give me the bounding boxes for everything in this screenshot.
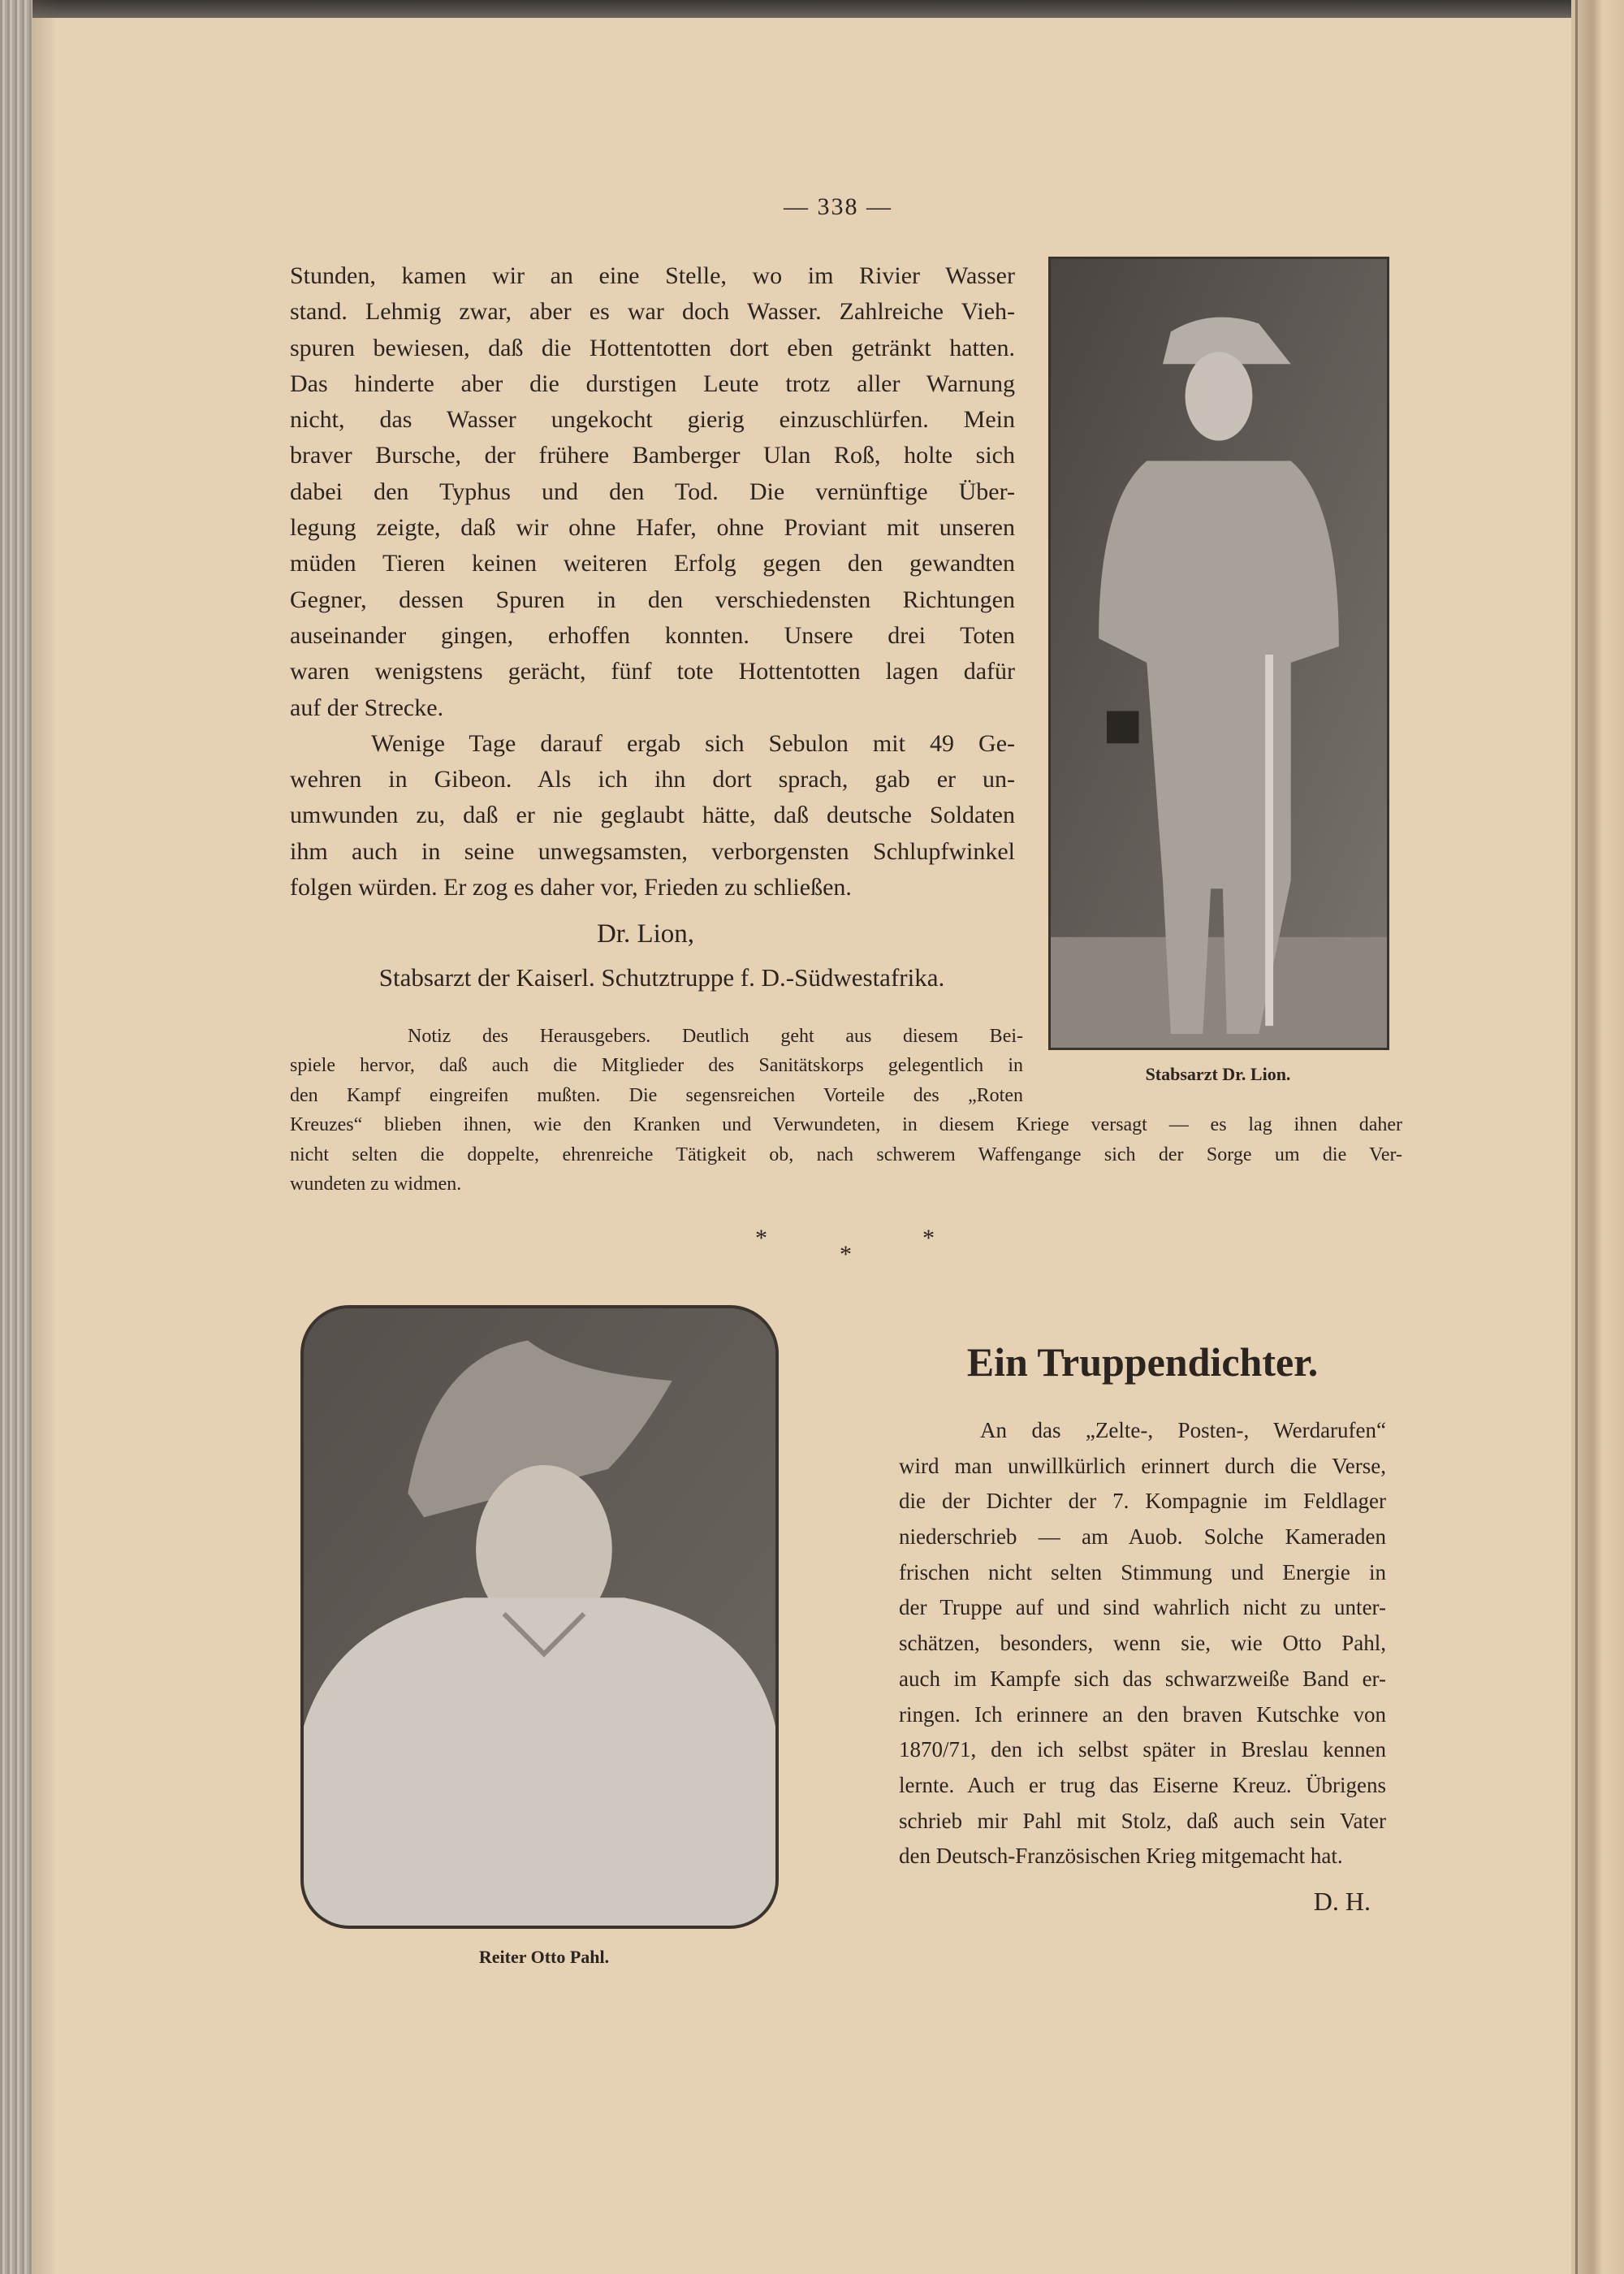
article-initials: D. H.	[1313, 1887, 1371, 1916]
page-stack-edge	[0, 0, 32, 2274]
text-line: legung zeigte, daß wir ohne Hafer, ohne Proviant mit unseren	[290, 514, 1015, 542]
text-line: auch im Kampfe sich das schwarzweiße Band er-	[899, 1666, 1386, 1691]
text-line: Kreuzes“ blieben ihnen, wie den Kranken und Verwundeten, in diesem Kriege versagt — es lag ihnen daher	[290, 1114, 1402, 1136]
text-line: wundeten zu widmen.	[290, 1173, 462, 1195]
text-line: auf der Strecke.	[290, 694, 444, 721]
separator-star: *	[922, 1225, 935, 1252]
text-line: Wenige Tage darauf ergab sich Sebulon mit 49 Ge-	[371, 729, 1015, 757]
separator-star: *	[840, 1241, 852, 1268]
article-text	[899, 1413, 1386, 1874]
text-line: lernte. Auch er trug das Eiserne Kreuz. Übrigens	[899, 1772, 1386, 1797]
left-column-text	[290, 258, 1015, 906]
text-line: nicht selten die doppelte, ehrenreiche Tätigkeit ob, nach schwerem Waffengange sich der Sorge um die Ver-	[290, 1143, 1402, 1165]
text-line: stand. Lehmig zwar, aber es war doch Wasser. Zahlreiche Vieh-	[290, 298, 1015, 326]
text-line: niederschrieb — am Auob. Solche Kameraden	[899, 1524, 1386, 1550]
text-line: wird man unwillkürlich erinnert durch die Verse,	[899, 1453, 1386, 1478]
page-number: — 338 —	[784, 193, 892, 220]
text-line: An das „Zelte-, Posten-, Werdarufen“	[980, 1418, 1386, 1442]
text-line: die der Dichter der 7. Kompagnie im Feldlager	[899, 1489, 1386, 1514]
text-line: Gegner, dessen Spuren in den verschiedensten Richtungen	[290, 586, 1015, 613]
text-line: Das hinderte aber die durstigen Leute trotz aller Warnung	[290, 370, 1015, 397]
text-line: den Kampf eingreifen mußten. Die segensreichen Vorteile des „Roten	[290, 1084, 1023, 1106]
text-line: waren wenigstens gerächt, fünf tote Hottentotten lagen dafür	[290, 658, 1015, 685]
text-line: dabei den Typhus und den Tod. Die vernünftige Über-	[290, 478, 1015, 505]
text-line: ringen. Ich erinnere an den braven Kutschke von	[899, 1701, 1386, 1727]
text-line: umwunden zu, daß er nie geglaubt hätte, daß deutsche Soldaten	[290, 802, 1015, 829]
article-heading: Ein Truppendichter.	[966, 1339, 1319, 1385]
text-line: spuren bewiesen, daß die Hottentotten dort eben getränkt hatten.	[290, 334, 1015, 361]
text-line: Stunden, kamen wir an eine Stelle, wo im Rivier Wasser	[290, 262, 1015, 289]
text-line: müden Tieren keinen weiteren Erfolg gegen den gewandten	[290, 550, 1015, 577]
scan-top-edge	[0, 0, 1624, 18]
text-line: Notiz des Herausgebers. Deutlich geht aus diesem Bei-	[408, 1026, 1023, 1047]
text-line: wehren in Gibeon. Als ich ihn dort sprach, gab er un-	[290, 766, 1015, 793]
book-gutter	[1571, 0, 1624, 2274]
text-line: auseinander gingen, erhoffen konnten. Unsere drei Toten	[290, 621, 1015, 649]
text-line: den Deutsch-Französischen Krieg mitgemacht hat.	[899, 1844, 1343, 1869]
gutter-line	[1575, 0, 1578, 2274]
photo-caption-pahl: Reiter Otto Pahl.	[478, 1947, 610, 1967]
portrait-standing-officer	[1051, 259, 1387, 1048]
portrait-soldier-hat	[304, 1308, 775, 1926]
text-line: nicht, das Wasser ungekocht gierig einzuschlürfen. Mein	[290, 406, 1015, 434]
signature-title: Stabsarzt der Kaiserl. Schutztruppe f. D.-Südwestafrika.	[378, 963, 945, 992]
page-shadow	[32, 0, 57, 2274]
text-line: spiele hervor, daß auch die Mitglieder des Sanitätskorps gelegentlich in	[290, 1055, 1023, 1077]
photo-otto-pahl	[300, 1305, 779, 1929]
text-line: 1870/71, den ich selbst später in Breslau kennen	[899, 1737, 1386, 1762]
photo-caption-lion: Stabsarzt Dr. Lion.	[1145, 1064, 1291, 1084]
text-line: schrieb mir Pahl mit Stolz, daß auch sein Vater	[899, 1808, 1386, 1833]
photo-dr-lion	[1048, 257, 1389, 1050]
text-line: frischen nicht selten Stimmung und Energie in	[899, 1559, 1386, 1584]
separator-star: *	[755, 1225, 767, 1252]
text-line: folgen würden. Er zog es daher vor, Frieden zu schließen.	[290, 874, 852, 901]
text-line: schätzen, besonders, wenn sie, wie Otto Pahl,	[899, 1631, 1386, 1656]
text-line: braver Bursche, der frühere Bamberger Ulan Roß, holte sich	[290, 442, 1015, 469]
text-line: der Truppe auf und sind wahrlich nicht zu unter-	[899, 1595, 1386, 1620]
signature-name: Dr. Lion,	[596, 919, 695, 949]
text-line: ihm auch in seine unwegsamsten, verborgensten Schlupfwinkel	[290, 837, 1015, 865]
